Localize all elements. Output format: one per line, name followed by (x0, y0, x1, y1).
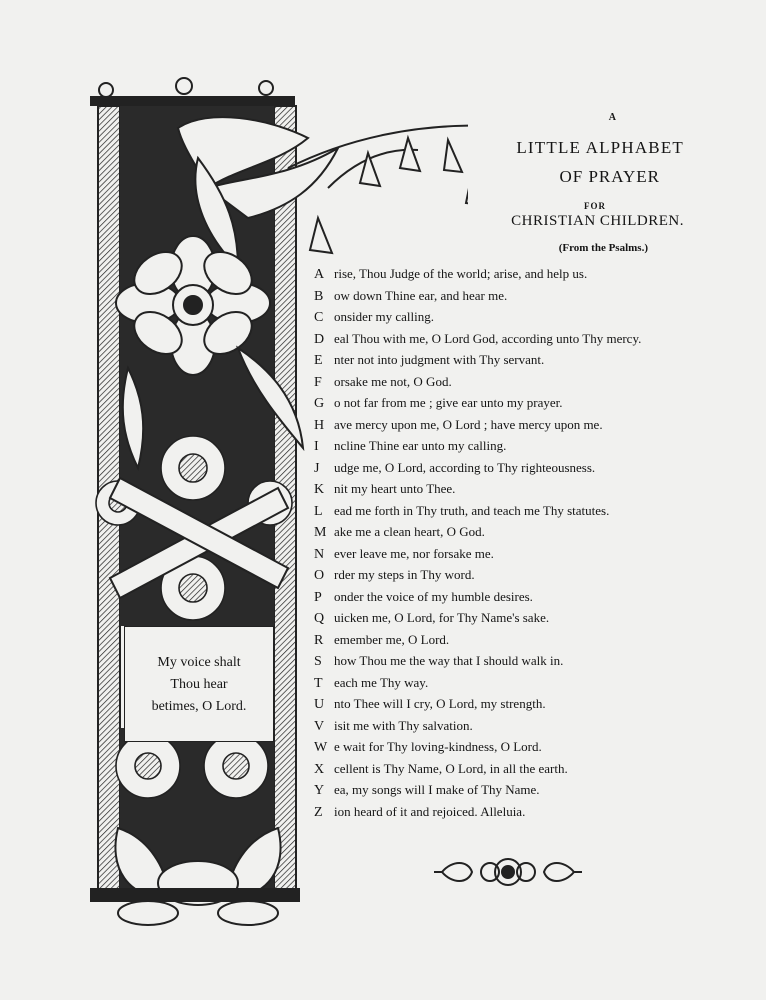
prayer-text: isit me with Thy salvation. (334, 717, 473, 733)
prayer-text: ever leave me, nor forsake me. (334, 545, 494, 561)
prayer-line (314, 266, 587, 286)
prayer-line (314, 417, 603, 437)
title-source: (From the Psalms.) (558, 242, 648, 254)
prayer-initial: E (314, 353, 323, 368)
prayer-text: cellent is Thy Name, O Lord, in all the earth. (334, 760, 568, 776)
title-line-2: OF PRAYER (559, 167, 660, 186)
caption-line-1: My voice shalt (157, 655, 241, 670)
prayer-text: each me Thy way. (334, 674, 429, 690)
prayer-initial: B (314, 288, 324, 304)
prayer-text: nter not into judgment with Thy servant. (334, 352, 545, 367)
prayer-line (314, 481, 455, 501)
prayer-text: o not far from me ; give ear unto my prayer. (334, 395, 563, 410)
prayer-initial: N (314, 546, 325, 562)
prayer-initial: O (314, 568, 325, 583)
prayer-text: rise, Thou Judge of the world; arise, and help us. (334, 266, 588, 281)
prayer-text: ead me forth in Thy truth, and teach me Thy statutes. (334, 502, 610, 518)
title-for: FOR (584, 201, 606, 211)
prayer-text: nit my heart unto Thee. (334, 481, 456, 496)
prayer-line (314, 567, 475, 587)
prayer-line (314, 782, 540, 802)
prayer-line (314, 395, 563, 415)
prayer-line (314, 610, 549, 630)
prayer-line (314, 761, 568, 781)
prayer-initial: A (314, 267, 325, 282)
prayer-initial: H (314, 417, 325, 433)
prayer-line (314, 589, 533, 609)
title-line-3: CHRISTIAN CHILDREN. (511, 213, 684, 229)
prayer-line (314, 718, 473, 738)
prayer-initial: Y (314, 783, 325, 798)
prayer-initial: T (314, 675, 323, 691)
prayer-text: eal Thou with me, O Lord God, according unto Thy mercy. (334, 330, 642, 346)
prayer-line (314, 524, 485, 544)
prayer-initial: S (314, 654, 322, 669)
scroll-ornament (432, 852, 584, 892)
prayer-text: nto Thee will I cry, O Lord, my strength. (334, 696, 546, 711)
prayer-line (314, 460, 595, 480)
prayer-initial: J (314, 460, 320, 476)
prayer-initial: L (314, 503, 323, 519)
prayer-line (314, 288, 507, 308)
prayer-initial: F (314, 374, 322, 390)
prayer-line (314, 352, 544, 372)
prayer-line (314, 804, 525, 824)
prayer-text: e wait for Thy loving-kindness, O Lord. (334, 739, 542, 754)
prayer-line (314, 309, 434, 329)
prayer-line (314, 632, 449, 652)
prayer-initial: Z (314, 804, 323, 820)
prayer-text: onsider my calling. (334, 309, 435, 324)
prayer-text: ow down Thine ear, and hear me. (334, 287, 508, 303)
prayer-line (314, 331, 641, 351)
prayer-initial: D (314, 331, 325, 347)
prayer-line (314, 653, 563, 673)
prayer-line (314, 503, 609, 523)
prayer-initial: G (314, 396, 325, 411)
prayer-initial: V (314, 718, 325, 734)
prayer-text: ion heard of it and rejoiced. Alleluia. (334, 803, 526, 819)
prayer-text: ake me a clean heart, O God. (334, 524, 485, 539)
prayer-text: ncline Thine ear unto my calling. (334, 438, 507, 453)
caption-line-3: betimes, O Lord. (151, 699, 247, 714)
prayer-line (314, 546, 494, 566)
prayer-text: onder the voice of my humble desires. (334, 588, 533, 604)
prayer-initial: K (314, 482, 325, 497)
prayer-text: rder my steps in Thy word. (334, 567, 475, 582)
prayer-text: orsake me not, O God. (334, 373, 452, 389)
prayer-text: udge me, O Lord, according to Thy righteousness. (334, 459, 596, 475)
prayer-initial: R (314, 632, 324, 648)
prayer-line (314, 374, 452, 394)
prayer-line (314, 696, 546, 716)
caption-line-2: Thou hear (170, 677, 228, 692)
prayer-text: emember me, O Lord. (334, 631, 450, 647)
prayer-text: ave mercy upon me, O Lord ; have mercy upon me. (334, 416, 603, 432)
prayer-initial: X (314, 761, 325, 777)
prayer-initial: M (314, 525, 327, 540)
prayer-initial: U (314, 697, 325, 712)
prayer-line (314, 438, 506, 458)
prayer-initial: C (314, 310, 324, 325)
prayer-text: uicken me, O Lord, for Thy Name's sake. (334, 610, 550, 625)
prayer-line (314, 739, 542, 759)
prayer-initial: P (314, 589, 322, 605)
prayer-initial: Q (314, 611, 325, 626)
title-a: A (608, 112, 616, 123)
prayer-text: how Thou me the way that I should walk in. (334, 653, 564, 668)
prayer-text: ea, my songs will I make of Thy Name. (334, 782, 540, 797)
title-line-1: LITTLE ALPHABET (516, 138, 684, 157)
prayer-line (314, 675, 428, 695)
prayer-initial: W (314, 740, 328, 755)
prayer-initial: I (314, 439, 319, 454)
caption-box (124, 626, 274, 742)
